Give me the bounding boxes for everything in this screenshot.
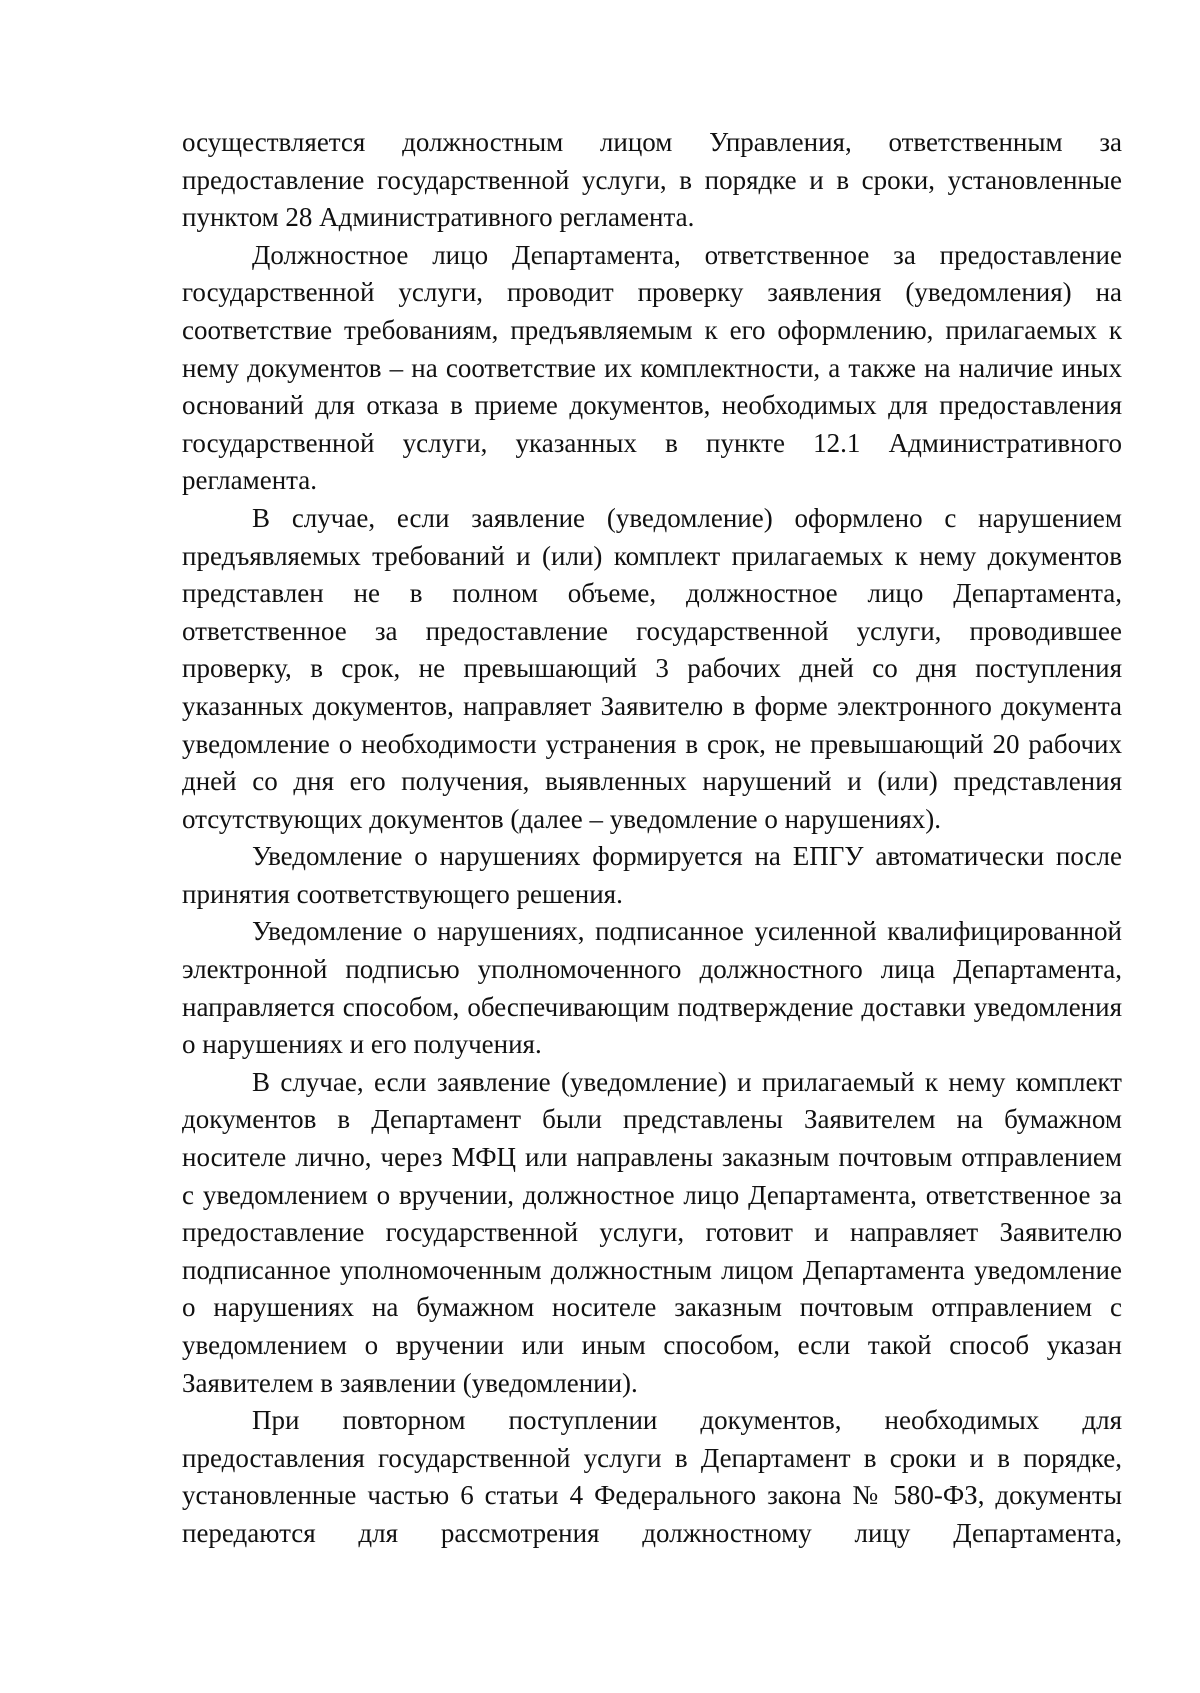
paragraph-paper-submission: В случае, если заявление (уведомление) и прилагаемый к нему комплект документов в Департамент были представлены Заявителем на бумажном носителе лично, через МФЦ или направлены заказным почтовым отправлением с уведомлением о вручении, должностное лицо Департамента, ответственное за предоставление государственной услуги, готовит и направляет Заявителю подписанное уполномоченным должностным лицом Департамента уведомление о нарушениях на бумажном носителе заказным почтовым отправлением с уведомлением о вручении или иным способом, если такой способ указан Заявителем в заявлении (уведомлении). <box>182 1066 1122 1398</box>
paragraph-verification: Должностное лицо Департамента, ответственное за предоставление государственной услуги, проводит проверку заявления (уведомления) на соответствие требованиям, предъявляемым к его оформлению, прилагаемых к нему документов – на соответствие их комплектности, а также на наличие иных оснований для отказа в приеме документов, необходимых для предоставления государственной услуги, указанных в пункте 12.1 Административного регламента. <box>182 239 1122 496</box>
paragraph-repeat-submission: При повторном поступлении документов, необходимых для предоставления государственной услуги в Департамент в сроки и в порядке, установленные частью 6 статьи 4 Федерального закона № 580-ФЗ, документы передаются для рассмотрения должностному лицу Департамента, <box>182 1405 1122 1548</box>
paragraph-signed-notice: Уведомление о нарушениях, подписанное усиленной квалифицированной электронной подписью уполномоченного должностного лица Департамента, направляется способом, обеспечивающим подтверждение доставки уведомления о нарушениях и его получения. <box>182 916 1122 1060</box>
document-body <box>182 124 1122 1553</box>
paragraph-violation-notice: В случае, если заявление (уведомление) оформлено с нарушением предъявляемых требований и (или) комплект прилагаемых к нему документов представлен не в полном объеме, должностное лицо Департамента, ответственное за предоставление государственной услуги, проводившее проверку, в срок, не превышающий 3 рабочих дней со дня поступления указанных документов, направляет Заявителю в форме электронного документа уведомление о необходимости устранения в срок, не превышающий 20 рабочих дней со дня его получения, выявленных нарушений и (или) представления отсутствующих документов (далее – уведомление о нарушениях). <box>182 502 1122 834</box>
paragraph-continuation: осуществляется должностным лицом Управления, ответственным за предоставление государственной услуги, в порядке и в сроки, установленные пунктом 28 Административного регламента. <box>182 127 1122 233</box>
paragraph-epgu-auto-notice: Уведомление о нарушениях формируется на ЕПГУ автоматически после принятия соответствующего решения. <box>182 841 1122 909</box>
